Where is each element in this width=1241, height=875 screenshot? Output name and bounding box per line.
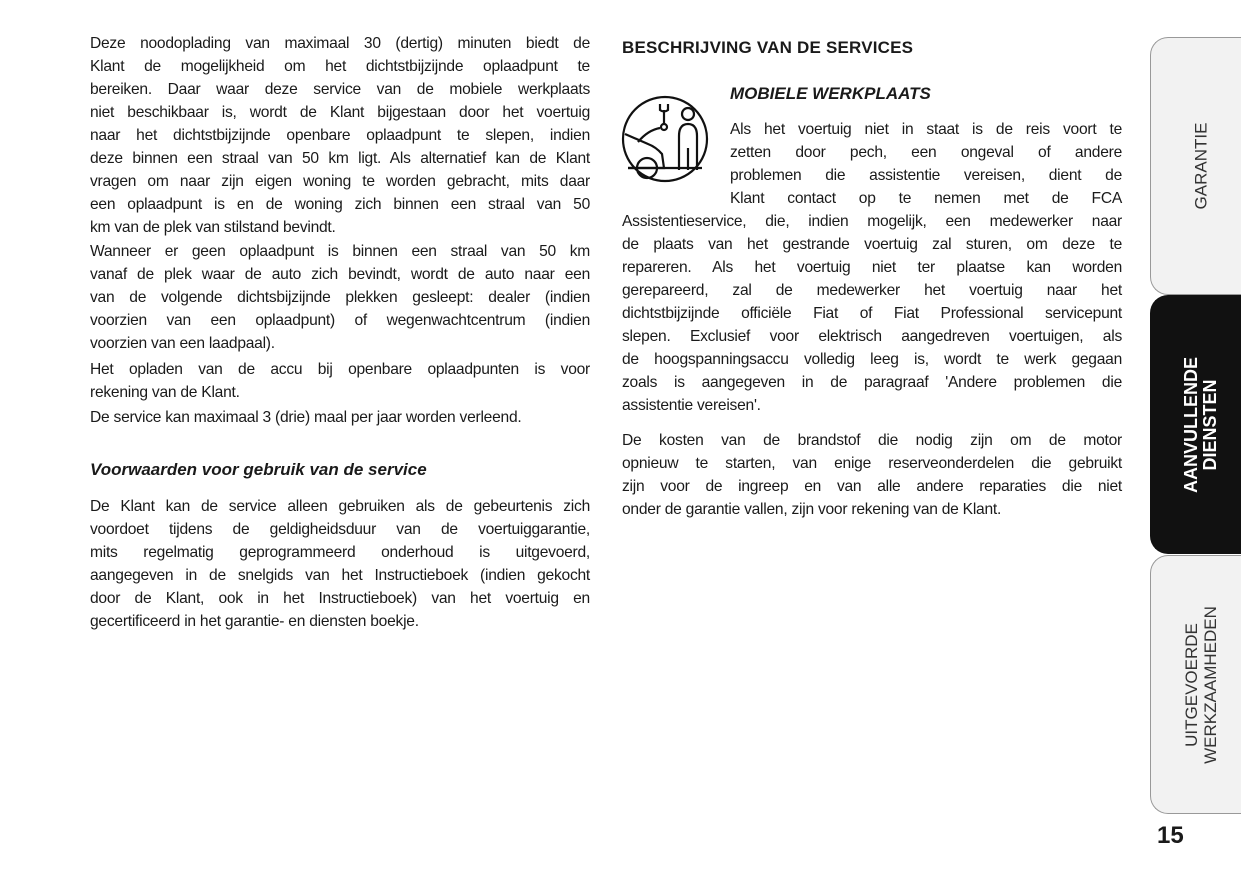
- paragraph-emergency-charge: [90, 32, 590, 239]
- text-line: vanaf de plek waar de auto zich bevindt, wordt de auto naar een: [90, 266, 590, 283]
- text-line: voorzien van een laadpaal).: [90, 335, 275, 352]
- text-line: repareren. Als het voertuig niet ter plaatse kan worden: [622, 259, 1122, 276]
- text-line: Als het voertuig niet in staat is de reis voort te: [730, 121, 1122, 138]
- text-line: Klant contact op te nemen met de FCA: [730, 190, 1122, 207]
- text-line: dichtstbijzijnde officiële Fiat of Fiat Professional servicepunt: [622, 305, 1122, 322]
- tab-label: AANVULLENDE DIENSTEN: [1181, 356, 1220, 493]
- text-line: zoals is aangegeven in de paragraaf 'Andere problemen die: [622, 374, 1122, 391]
- text-line: voordoet tijdens de geldigheidsduur van de voertuiggarantie,: [90, 521, 590, 538]
- paragraph-mobile-workshop: [622, 210, 1122, 417]
- mobile-workshop-heading: MOBIELE WERKPLAATS: [730, 84, 931, 103]
- text-line: Deze noodoplading van maximaal 30 (dertig) minuten biedt de: [90, 35, 590, 52]
- text-line: van de volgende dichtsbijzijnde plekken gesleept: dealer (indien: [90, 289, 590, 306]
- text-line: voorzien van een oplaadpunt) of wegenwachtcentrum (indien: [90, 312, 590, 329]
- text-line: naar het dichtstbijzijnde openbare oplaadpunt te slepen, indien: [90, 127, 590, 144]
- tab-label: UITGEVOERDE WERKZAAMHEDEN: [1182, 605, 1220, 764]
- text-line: Klant de mogelijkheid om het dichtstbijzijnde oplaadpunt te: [90, 58, 590, 75]
- text-line: aangegeven in de snelgids van het Instructieboek (indien gekocht: [90, 567, 590, 584]
- text-line: niet beschikbaar is, wordt de Klant bijgestaan door het voertuig: [90, 104, 590, 121]
- text-line: km van de plek van stilstand bevindt.: [90, 219, 336, 236]
- text-line: de plaats van het gestrande voertuig zal sturen, om deze te: [622, 236, 1122, 253]
- text-line: De kosten van de brandstof die nodig zijn om de motor: [622, 432, 1122, 449]
- paragraph-conditions: [90, 495, 590, 633]
- text-line: assistentie vereisen'.: [622, 397, 761, 414]
- text-line: Assistentieservice, die, indien mogelijk, een medewerker naar: [622, 213, 1122, 230]
- text-line: gecertificeerd in het garantie- en diensten boekje.: [90, 613, 419, 630]
- tab-uitgevoerde-werkzaamheden[interactable]: [1150, 555, 1241, 814]
- text-line: De service kan maximaal 3 (drie) maal per jaar worden verleend.: [90, 409, 522, 426]
- text-line: slepen. Exclusief voor elektrisch aangedreven voertuigen, als: [622, 328, 1122, 345]
- text-line: rekening van de Klant.: [90, 384, 240, 401]
- text-line: bereiken. Daar waar deze service van de mobiele werkplaats: [90, 81, 590, 98]
- tab-aanvullende-diensten[interactable]: [1150, 295, 1241, 554]
- services-heading: BESCHRIJVING VAN DE SERVICES: [622, 38, 914, 57]
- text-line: door de Klant, ook in het Instructieboek) van het voertuig en: [90, 590, 590, 607]
- paragraph-mobile-workshop-intro: [730, 118, 1122, 210]
- text-line: De Klant kan de service alleen gebruiken als de gebeurtenis zich: [90, 498, 590, 515]
- text-line: Het opladen van de accu bij openbare oplaadpunten is voor: [90, 361, 590, 378]
- text-line: gerepareerd, zal de medewerker het voertuig naar het: [622, 282, 1122, 299]
- text-line: een oplaadpunt is en de woning zich binnen een straal van 50: [90, 196, 590, 213]
- page-number: 15: [1157, 822, 1184, 849]
- tab-label: GARANTIE: [1191, 122, 1211, 210]
- mechanic-car-icon: [620, 92, 716, 184]
- paragraph-costs: [622, 429, 1122, 521]
- paragraph-no-charging-point: [90, 240, 590, 355]
- text-line: deze binnen een straal van 50 km ligt. Als alternatief kan de Klant: [90, 150, 590, 167]
- paragraph-charging-costs: [90, 358, 590, 404]
- text-line: mits regelmatig geprogrammeerd onderhoud is uitgevoerd,: [90, 544, 590, 561]
- tab-garantie[interactable]: [1150, 37, 1241, 295]
- text-line: zetten door pech, een ongeval of andere: [730, 144, 1122, 161]
- paragraph-max-per-year: [90, 406, 590, 429]
- text-line: de hoogspanningsaccu volledig leeg is, wordt te werk gegaan: [622, 351, 1122, 368]
- text-line: problemen die assistentie vereisen, dient de: [730, 167, 1122, 184]
- text-line: opnieuw te starten, van enige reserveonderdelen die gebruikt: [622, 455, 1122, 472]
- text-line: Wanneer er geen oplaadpunt is binnen een straal van 50 km: [90, 243, 590, 260]
- conditions-heading: Voorwaarden voor gebruik van de service: [90, 460, 427, 479]
- text-line: zijn voor de ingreep en van alle andere reparaties die niet: [622, 478, 1122, 495]
- text-line: vragen om naar zijn eigen woning te worden gebracht, mits daar: [90, 173, 590, 190]
- text-line: onder de garantie vallen, zijn voor rekening van de Klant.: [622, 501, 1002, 518]
